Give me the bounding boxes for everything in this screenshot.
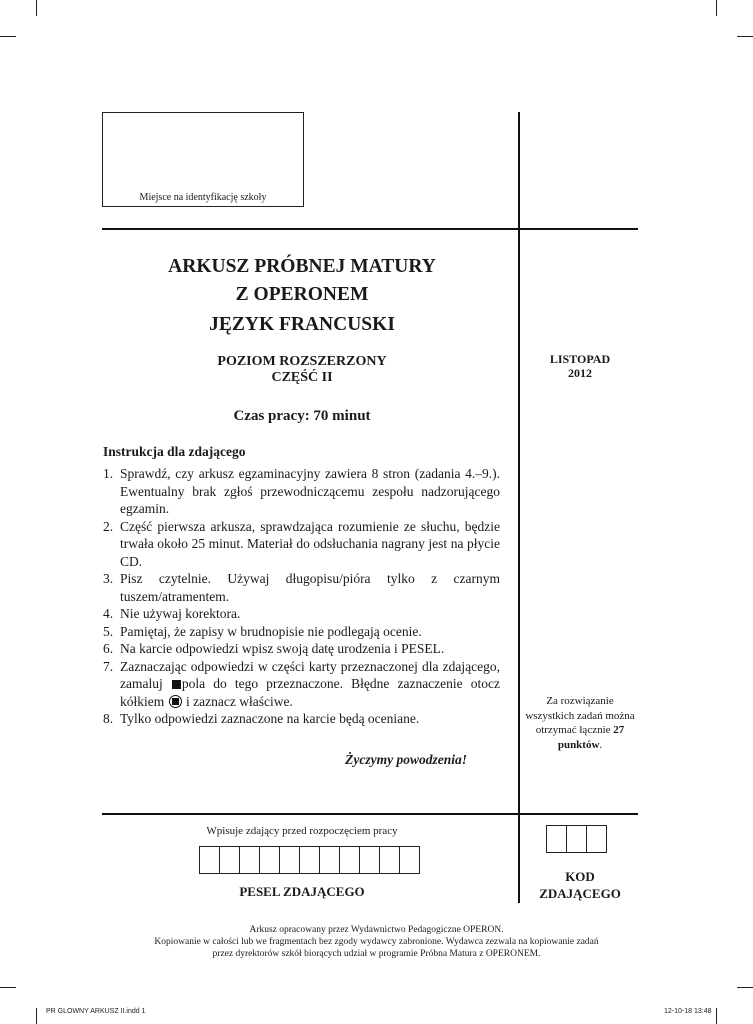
good-luck-wish: Życzymy powodzenia! xyxy=(345,752,467,767)
part-label: CZĘŚĆ II xyxy=(271,370,333,385)
level-label: POZIOM ROZSZERZONY xyxy=(217,354,387,369)
kod-input-cells[interactable] xyxy=(547,825,607,853)
pesel-cell[interactable] xyxy=(279,846,300,874)
pesel-cell[interactable] xyxy=(399,846,420,874)
instruction-item: 2. Część pierwsza arkusza, sprawdzająca rozumienie ze słuchu, będzie trwała około 25 minut. Materiał do odsłuchania nagrany jest na płycie CD. xyxy=(103,518,500,569)
crop-mark xyxy=(716,1008,717,1024)
instruction-item: 8. Tylko odpowiedzi zaznaczone na karcie będą oceniane. xyxy=(103,711,420,726)
pesel-label: PESEL ZDAJĄCEGO xyxy=(239,884,365,899)
bottom-divider xyxy=(102,813,638,815)
crop-mark xyxy=(716,0,717,16)
instruction-item: 6. Na karcie odpowiedzi wpisz swoją datę urodzenia i PESEL. xyxy=(103,641,445,656)
pesel-cell[interactable] xyxy=(219,846,240,874)
crop-mark xyxy=(36,1008,37,1024)
title-line-2: Z OPERONEM xyxy=(235,284,369,305)
exam-year: 2012 xyxy=(568,366,592,380)
instruction-item: 7. Zaznaczając odpowiedzi w części karty przeznaczonej dla zdającego, zamaluj pola do tego przeznaczone. Błędne zaznaczenie otocz kółkiem i zaznacz właściwe. xyxy=(103,658,501,709)
top-divider xyxy=(102,228,638,230)
crop-mark xyxy=(737,36,753,37)
crop-mark xyxy=(36,0,37,16)
instruction-item: 4. Nie używaj korektora. xyxy=(103,606,241,621)
pesel-cell[interactable] xyxy=(259,846,280,874)
instruction-item: 3. Pisz czytelnie. Używaj długopisu/pióra tylko z czarnym tuszem/atramentem. xyxy=(103,571,500,604)
exam-date xyxy=(522,352,638,380)
print-slug-file: PR GLOWNY ARKUSZ II.indd 1 xyxy=(46,1008,146,1015)
pesel-cell[interactable] xyxy=(199,846,220,874)
title-line-1: ARKUSZ PRÓBNEJ MATURY xyxy=(168,256,436,277)
vertical-divider xyxy=(518,112,520,903)
crop-mark xyxy=(0,36,16,37)
points-total: 27 punktów xyxy=(557,724,625,751)
pesel-cell[interactable] xyxy=(319,846,340,874)
school-id-box xyxy=(102,112,304,207)
pesel-cell[interactable] xyxy=(379,846,400,874)
kod-cell[interactable] xyxy=(546,825,567,853)
instructions-list xyxy=(103,465,500,728)
publisher-footer: Arkusz opracowany przez Wydawnictwo Pedagogiczne OPERON. Kopiowanie w całości lub we fragmentach bez zgody wydawcy zabronione. Wydawca zezwala na kopiowanie zadań przez dyrektorów szkół biorących udział w programie Próbna Matura z OPERONEM. xyxy=(154,925,599,959)
time-label: Czas pracy: 70 minut xyxy=(233,408,371,424)
instruction-item: 5. Pamiętaj, że zapisy w brudnopisie nie podlegają ocenie. xyxy=(103,623,422,639)
school-id-label: Miejsce na identyfikację szkoły xyxy=(139,192,267,203)
title-line-3: JĘZYK FRANCUSKI xyxy=(209,314,395,335)
points-note: Za rozwiązanie wszystkich zadań można otrzymać łącznie 27 punktów. xyxy=(525,695,635,751)
pesel-cell[interactable] xyxy=(359,846,380,874)
crop-mark xyxy=(737,987,753,988)
pesel-cell[interactable] xyxy=(239,846,260,874)
kod-cell[interactable] xyxy=(566,825,587,853)
pesel-note: Wpisuje zdający przed rozpoczęciem pracy xyxy=(206,825,398,837)
pesel-cell[interactable] xyxy=(339,846,360,874)
instructions-heading: Instrukcja dla zdającego xyxy=(103,444,246,459)
crop-mark xyxy=(0,987,16,988)
kod-cell[interactable] xyxy=(586,825,607,853)
pesel-cell[interactable] xyxy=(299,846,320,874)
kod-label: KOD ZDAJĄCEGO xyxy=(539,869,621,901)
pesel-input-cells[interactable] xyxy=(200,846,420,874)
instruction-item: 1. Sprawdź, czy arkusz egzaminacyjny zawiera 8 stron (zadania 4.–9.). Ewentualny brak zgłoś przewodniczącemu zespołu nadzorującego egzamin. xyxy=(103,466,500,516)
exam-month: LISTOPAD xyxy=(549,352,611,366)
circled-square-icon xyxy=(169,695,182,708)
filled-square-icon xyxy=(172,680,181,689)
print-slug-timestamp: 12-10-18 13:48 xyxy=(664,1008,712,1015)
